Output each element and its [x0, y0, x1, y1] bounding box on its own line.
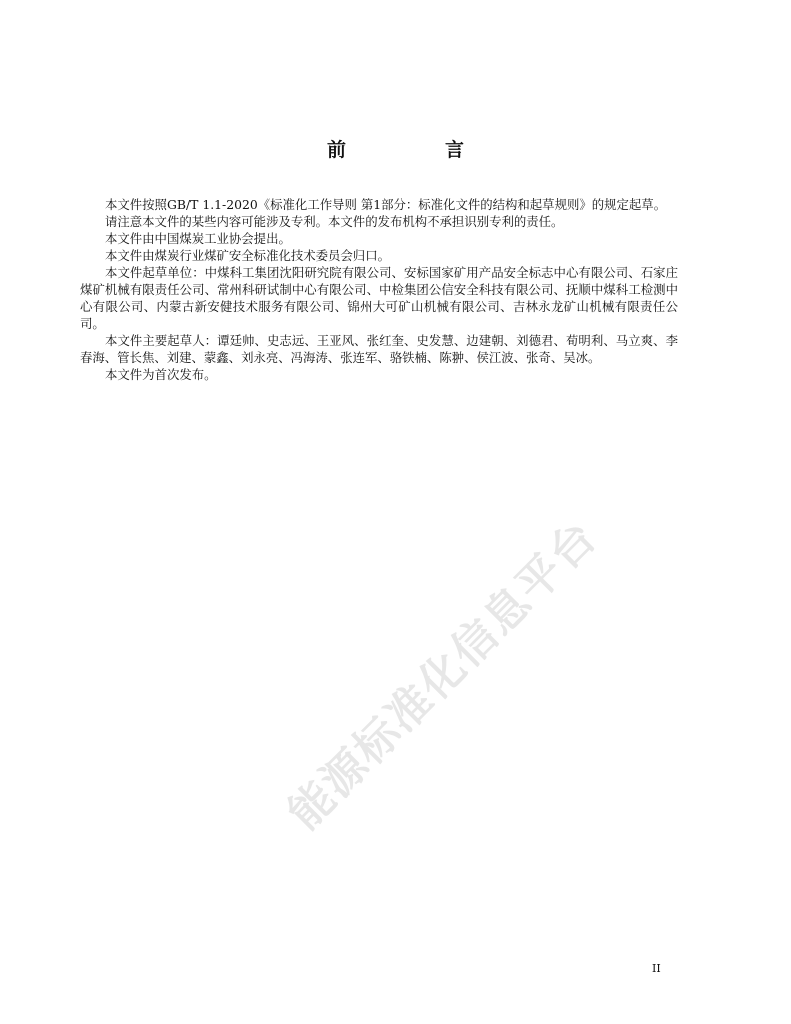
body-text: [80, 196, 678, 383]
paragraph-managed-by: 本文件由煤炭行业煤矿安全标准化技术委员会归口。: [105, 248, 390, 263]
paragraph-patent-notice: 请注意本文件的某些内容可能涉及专利。本文件的发布机构不承担识别专利的责任。: [105, 214, 564, 229]
paragraph-drafters: 本文件主要起草人：谭廷帅、史志远、王亚风、张红奎、史发慧、边建朝、刘德君、荀明利、马立爽、李春海、管长焦、刘建、蒙鑫、刘永亮、冯海涛、张连军、骆铁楠、陈翀、侯江波、张奇、吴冰。: [80, 333, 678, 365]
paragraph-drafting-rules: 本文件按照GB/T 1.1-2020《标准化工作导则 第1部分：标准化文件的结构和起草规则》的规定起草。: [105, 197, 667, 212]
paragraph-proposed-by: 本文件由中国煤炭工业协会提出。: [105, 231, 291, 246]
page-number: II: [652, 962, 661, 975]
paragraph-first-release: 本文件为首次发布。: [105, 367, 217, 382]
page-title: 前 言: [326, 139, 504, 161]
paragraph-drafting-units: 本文件起草单位：中煤科工集团沈阳研究院有限公司、安标国家矿用产品安全标志中心有限公司、石家庄煤矿机械有限责任公司、常州科研试制中心有限公司、中检集团公信安全科技有限公司、抚顺中煤科工检测中心有限公司、内蒙古新安健技术服务有限公司、锦州大可矿山机械有限公司、吉林永龙矿山机械有限责任公司。: [80, 265, 678, 331]
watermark: 能源标准化信息平台: [278, 510, 608, 840]
